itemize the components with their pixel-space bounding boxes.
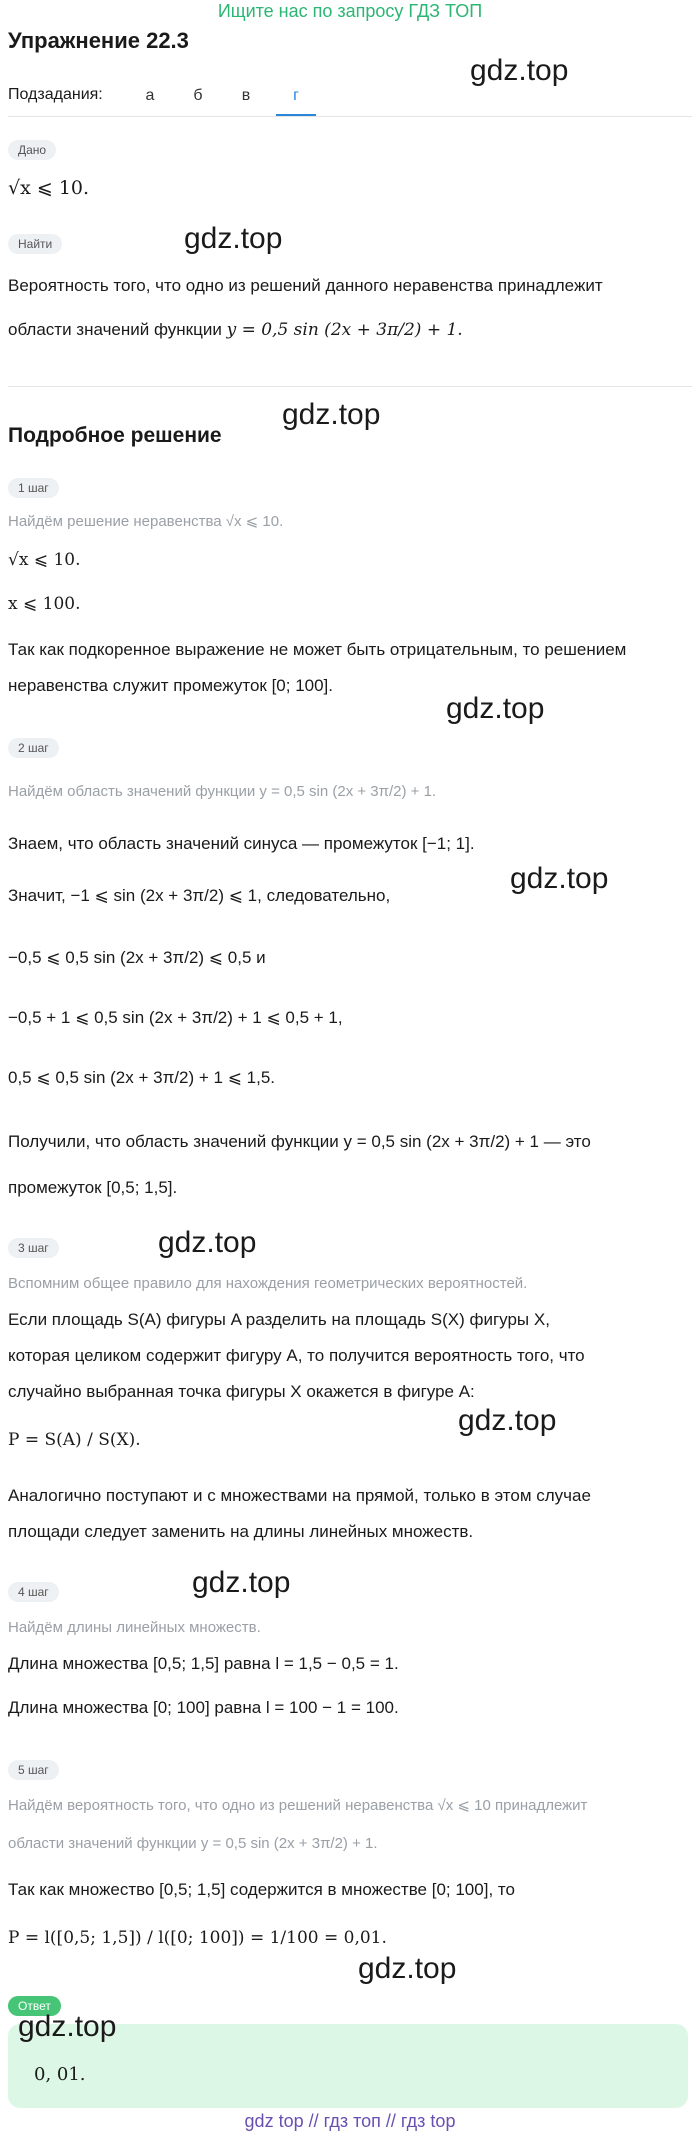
tab-v[interactable]: в xyxy=(241,87,251,104)
watermark: gdz.top xyxy=(184,222,283,255)
watermark: gdz.top xyxy=(510,862,609,895)
step-3-line-1: Если площадь S(A) фигуры A разделить на площадь S(X) фигуры X, xyxy=(8,1310,550,1329)
solution-title: Подробное решение xyxy=(8,424,222,447)
given-pill: Дано xyxy=(8,140,56,160)
step-2-line-3: −0,5 ⩽ 0,5 sin (2x + 3π/2) ⩽ 0,5 и xyxy=(8,948,266,967)
subtasks-label: Подзадания: xyxy=(8,86,103,103)
step-4-line-1: Длина множества [0,5; 1,5] равна l = 1,5 − 0,5 = 1. xyxy=(8,1654,399,1673)
watermark: gdz.top xyxy=(470,54,569,87)
watermark: gdz.top xyxy=(282,398,381,431)
step-5-hint-2: области значений функции y = 0,5 sin (2x + 3π/2) + 1. xyxy=(8,1835,378,1852)
step-3-hint: Вспомним общее правило для нахождения геометрических вероятностей. xyxy=(8,1275,528,1292)
given-expression: √x ⩽ 10. xyxy=(8,177,90,199)
step-3-line-3: случайно выбранная точка фигуры X окажется в фигуре A: xyxy=(8,1382,475,1401)
step-2-pill: 2 шаг xyxy=(8,738,59,758)
step-2-line-1: Знаем, что область значений синуса — промежуток [−1; 1]. xyxy=(8,834,475,853)
step-3-line-2: которая целиком содержит фигуру A, то получится вероятность того, что xyxy=(8,1346,585,1365)
watermark: gdz.top xyxy=(158,1226,257,1259)
step-3-pill: 3 шаг xyxy=(8,1238,59,1258)
find-line-2 xyxy=(8,318,463,342)
step-2-line-5: 0,5 ⩽ 0,5 sin (2x + 3π/2) + 1 ⩽ 1,5. xyxy=(8,1068,276,1087)
step-2-line-2: Значит, −1 ⩽ sin (2x + 3π/2) ⩽ 1, следовательно, xyxy=(8,886,391,905)
step-5-line-1: Так как множество [0,5; 1,5] содержится в множестве [0; 100], то xyxy=(8,1880,515,1899)
top-banner[interactable]: Ищите нас по запросу ГДЗ ТОП xyxy=(217,1,483,21)
tab-g[interactable]: г xyxy=(276,84,316,116)
step-1-hint: Найдём решение неравенства √x ⩽ 10. xyxy=(8,513,284,530)
watermark: gdz.top xyxy=(446,692,545,725)
step-2-line-7: промежуток [0,5; 1,5]. xyxy=(8,1178,178,1197)
step-1-line-4: неравенства служит промежуток [0; 100]. xyxy=(8,676,334,695)
step-1-line-1: √x ⩽ 10. xyxy=(8,550,81,570)
step-1-line-2: x ⩽ 100. xyxy=(8,594,81,614)
tab-a[interactable]: а xyxy=(145,87,155,104)
step-2-line-4: −0,5 + 1 ⩽ 0,5 sin (2x + 3π/2) + 1 ⩽ 0,5 + 1, xyxy=(8,1008,343,1027)
find-line-1: Вероятность того, что одно из решений данного неравенства принадлежит xyxy=(8,276,603,295)
divider xyxy=(8,386,692,387)
step-1-pill: 1 шаг xyxy=(8,478,59,498)
find-line-2-math: y = 0,5 sin (2x + 3π/2) + 1. xyxy=(226,320,463,340)
step-2-hint: Найдём область значений функции y = 0,5 sin (2x + 3π/2) + 1. xyxy=(8,783,437,800)
answer-pill: Ответ xyxy=(8,1996,61,2016)
step-5-line-2: P = l([0,5; 1,5]) / l([0; 100]) = 1/100 = 0,01. xyxy=(8,1928,387,1948)
watermark: gdz.top xyxy=(192,1566,291,1599)
answer-value: 0, 01. xyxy=(34,2064,86,2085)
page-title: Упражнение 22.3 xyxy=(8,28,189,53)
find-line-2-prefix: области значений функции xyxy=(8,320,222,339)
watermark: gdz.top xyxy=(458,1404,557,1437)
step-5-hint-1: Найдём вероятность того, что одно из решений неравенства √x ⩽ 10 принадлежит xyxy=(8,1797,588,1814)
watermark: gdz.top xyxy=(18,2010,117,2043)
footer-links[interactable]: gdz top // гдз топ // гдз top xyxy=(244,2111,456,2131)
step-4-hint: Найдём длины линейных множеств. xyxy=(8,1619,261,1636)
step-2-line-6: Получили, что область значений функции y = 0,5 sin (2x + 3π/2) + 1 — это xyxy=(8,1132,591,1151)
step-4-pill: 4 шаг xyxy=(8,1582,59,1602)
step-1-line-3: Так как подкоренное выражение не может быть отрицательным, то решением xyxy=(8,640,627,659)
subtask-tabs xyxy=(8,84,692,117)
step-3-line-6: площади следует заменить на длины линейных множеств. xyxy=(8,1522,474,1541)
step-5-pill: 5 шаг xyxy=(8,1760,59,1780)
watermark: gdz.top xyxy=(358,1952,457,1985)
step-3-line-4: P = S(A) / S(X). xyxy=(8,1430,141,1450)
step-4-line-2: Длина множества [0; 100] равна l = 100 − 1 = 100. xyxy=(8,1698,399,1717)
tab-b[interactable]: б xyxy=(193,87,203,104)
find-pill: Найти xyxy=(8,234,62,254)
step-3-line-5: Аналогично поступают и с множествами на прямой, только в этом случае xyxy=(8,1486,591,1505)
